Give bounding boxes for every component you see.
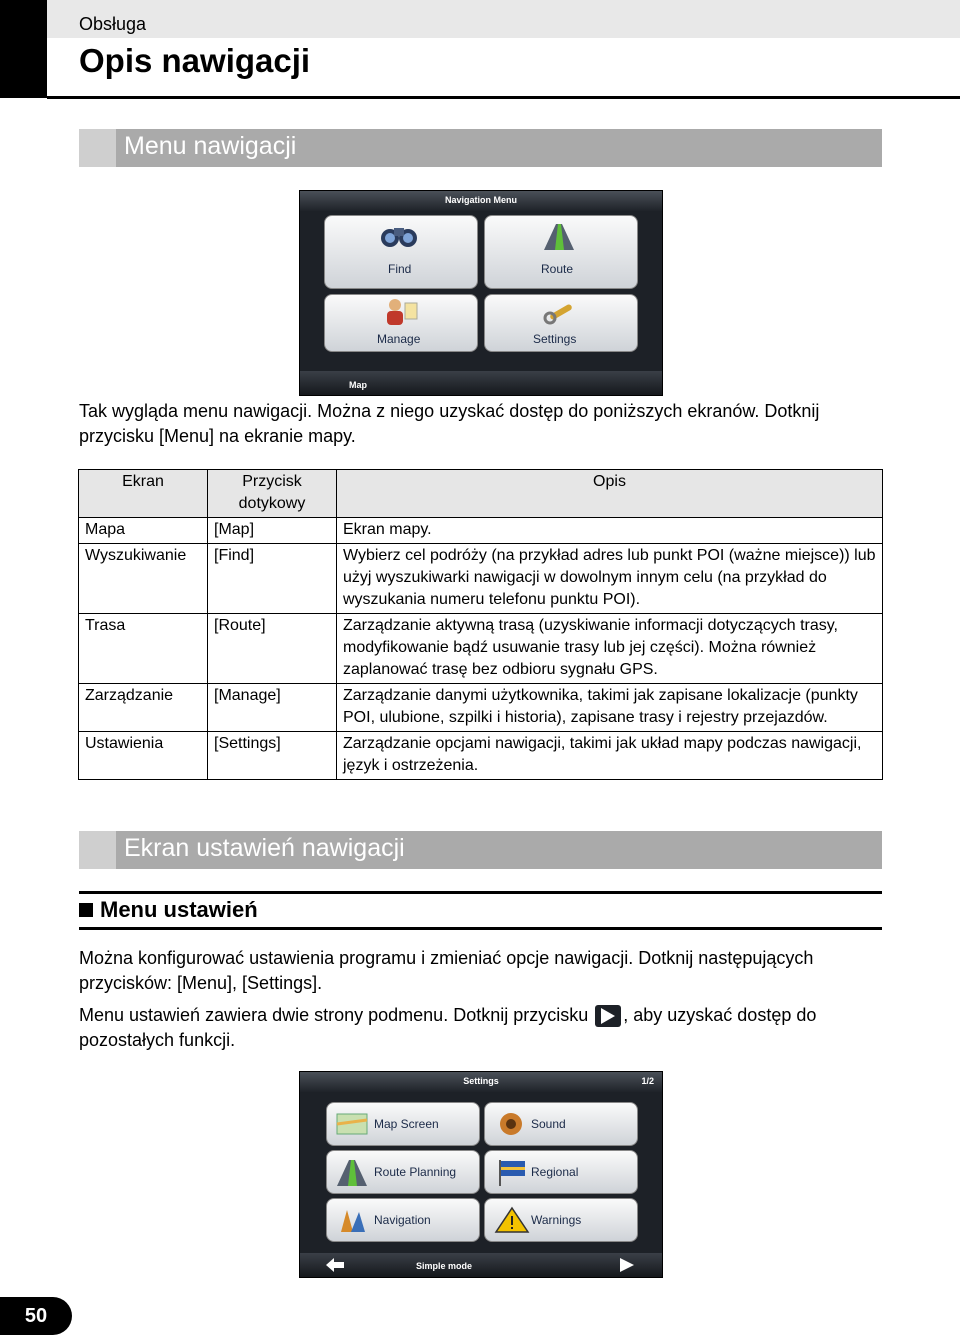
map-screen-tile[interactable] (326, 1102, 480, 1146)
header-band (47, 0, 960, 38)
road-icon (333, 1158, 371, 1186)
column-header: Opis (337, 470, 883, 518)
tile-label: Sound (531, 1117, 566, 1131)
tile-label: Regional (531, 1165, 579, 1179)
table-cell: [Map] (208, 518, 337, 544)
subsection-title: Menu ustawień (79, 897, 258, 923)
tile-label: Map Screen (374, 1117, 439, 1131)
regional-tile[interactable] (484, 1150, 638, 1194)
table-cell: [Manage] (208, 684, 337, 732)
back-arrow-icon[interactable] (324, 1257, 346, 1273)
road-icon (540, 222, 578, 250)
table-cell: Wybierz cel podróży (na przykład adres lub punkt POI (ważne miejsce)) lub użyj wyszukiwarki nawigacji w dowolnym innym celu (na przykład do wyszukania numeru telefonu punktu POI). (337, 544, 883, 614)
table-cell: Ustawienia (79, 732, 208, 780)
settings-screenshot (299, 1071, 663, 1278)
corner-tab (0, 0, 47, 98)
submenu-paragraph: Menu ustawień zawiera dwie strony podmenu. Dotknij przycisku , aby uzyskać dostęp do pozostałych funkcji. (79, 1005, 817, 1050)
title-rule (47, 96, 960, 99)
table-cell: Wyszukiwanie (79, 544, 208, 614)
tile-label: Navigation (374, 1213, 431, 1227)
section-title: Ekran ustawień nawigacji (124, 834, 405, 862)
table-cell: [Route] (208, 614, 337, 684)
section-bar-settings (79, 831, 882, 869)
tile-label: Manage (377, 332, 421, 346)
map-icon (333, 1110, 371, 1138)
subsection-rule-bottom (79, 927, 882, 930)
table-row (79, 518, 883, 544)
page-indicator: 1/2 (641, 1076, 654, 1086)
manage-tile[interactable] (324, 294, 478, 352)
tile-label: Find (388, 262, 412, 276)
column-header: Przycisk dotykowy (208, 470, 337, 518)
navigation-menu-screenshot (299, 190, 663, 396)
screen-title: Navigation Menu (444, 195, 517, 205)
warnings-tile[interactable] (484, 1198, 638, 1242)
tile-label: Warnings (531, 1213, 582, 1227)
page-number: 50 (0, 1297, 72, 1335)
table-cell: Zarządzanie danymi użytkownika, takimi jak zapisane lokalizacje (punkty POI, ulubione, szpilki i historia), zapisane trasy i rejestry przejazdów. (337, 684, 883, 732)
square-bullet-icon (79, 903, 93, 917)
subsection-rule-top (79, 891, 882, 894)
find-tile[interactable] (324, 215, 478, 289)
next-page-arrow-icon[interactable] (618, 1257, 636, 1273)
route-planning-tile[interactable] (326, 1150, 480, 1194)
navigation-tile[interactable] (326, 1198, 480, 1242)
table-cell: Trasa (79, 614, 208, 684)
table-cell: [Settings] (208, 732, 337, 780)
navigation-icon (333, 1206, 371, 1234)
flag-icon (493, 1158, 531, 1186)
table-row (79, 614, 883, 684)
table-cell: Zarządzanie opcjami nawigacji, takimi jak układ mapy podczas nawigacji, język i ostrzeżenia. (337, 732, 883, 780)
table-cell: Zarządzanie (79, 684, 208, 732)
next-page-arrow-icon (595, 1005, 621, 1027)
table-row (79, 684, 883, 732)
screen-table (78, 469, 883, 780)
table-cell: Zarządzanie aktywną trasą (uzyskiwanie informacji dotyczących trasy, modyfikowanie bądź usuwanie trasy lub jej części). Można również zaplanować trasę bez odbioru sygnału GPS. (337, 614, 883, 684)
section-title: Menu nawigacji (124, 132, 297, 160)
table-row (79, 732, 883, 780)
route-tile[interactable] (484, 215, 638, 289)
intro-paragraph: Tak wygląda menu nawigacji. Można z niego uzyskać dostęp do poniższych ekranów. Dotknij przycisku [Menu] na ekranie mapy. (79, 401, 820, 446)
section-name: Obsługa (79, 14, 147, 34)
settings-paragraph: Można konfigurować ustawienia programu i zmieniać opcje nawigacji. Dotknij następujących przycisków: [Menu], [Settings]. (79, 948, 814, 993)
sound-tile[interactable] (484, 1102, 638, 1146)
table-row (79, 544, 883, 614)
screen-title: Settings (463, 1076, 499, 1086)
binoculars-icon (380, 222, 418, 250)
table-cell: [Find] (208, 544, 337, 614)
tile-label: Route Planning (374, 1165, 457, 1179)
map-button[interactable]: Map (349, 380, 367, 390)
simple-mode-button[interactable]: Simple mode (416, 1261, 473, 1271)
section-bar-menu (79, 129, 882, 167)
table-cell: Mapa (79, 518, 208, 544)
speaker-icon (493, 1110, 531, 1138)
wrench-icon (541, 297, 579, 325)
table-cell: Ekran mapy. (337, 518, 883, 544)
settings-tile[interactable] (484, 294, 638, 352)
users-icon (381, 297, 419, 325)
page-title: Opis nawigacji (79, 42, 311, 79)
tile-label: Route (541, 262, 574, 276)
warning-icon (493, 1206, 531, 1234)
column-header: Ekran (79, 470, 208, 518)
tile-label: Settings (533, 332, 577, 346)
